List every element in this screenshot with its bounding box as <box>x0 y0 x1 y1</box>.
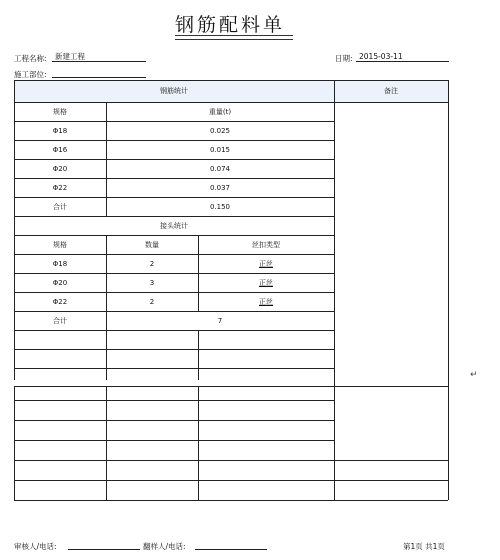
date-label: 日期: <box>335 54 353 63</box>
location-value <box>52 68 146 78</box>
grid-line <box>14 500 448 501</box>
grid-line <box>14 460 448 461</box>
grid-line <box>14 292 334 293</box>
steel-total-value: 0.150 <box>209 202 231 211</box>
steel-row-weight: 0.037 <box>209 183 231 192</box>
document-title: 钢筋配料单 <box>174 14 285 36</box>
joint-total-value: 7 <box>217 316 223 325</box>
grid-line <box>14 140 334 141</box>
joint-row-spec: Φ22 <box>52 297 68 306</box>
steel-total-label: 合计 <box>53 202 67 211</box>
grid-line <box>14 254 334 255</box>
grid-line <box>14 368 334 369</box>
date-value: 2015-03-11 <box>356 52 449 62</box>
grid-line <box>106 102 107 216</box>
project-name-label: 工程名称: <box>14 54 47 63</box>
steel-row-spec: Φ18 <box>52 126 68 135</box>
grid-line <box>14 159 334 160</box>
grid-line <box>14 178 334 179</box>
joint-row-type: 正丝 <box>259 278 273 287</box>
title-underline-bottom <box>175 39 293 40</box>
location-label: 施工部位: <box>14 70 47 79</box>
grid-line <box>14 235 334 236</box>
steel-stats-header: 钢筋统计 <box>160 87 188 95</box>
grid-line <box>14 311 334 312</box>
title-underline-top <box>175 35 293 36</box>
grid-line <box>14 400 334 401</box>
reviewer-label: 审核人/电话: <box>14 542 57 551</box>
joint-col-type: 丝扣类型 <box>252 240 280 249</box>
page-count: 第1页 共1页 <box>403 542 445 551</box>
grid-line <box>14 216 334 217</box>
steel-order-table <box>14 80 448 520</box>
joint-col-spec: 规格 <box>53 240 67 249</box>
joint-row-qty: 2 <box>149 297 155 306</box>
grid-line <box>14 386 15 500</box>
steel-row-weight: 0.015 <box>209 145 231 154</box>
steel-col-weight: 重量(t) <box>208 107 232 116</box>
joint-row-type: 正丝 <box>259 259 273 268</box>
grid-line <box>14 197 334 198</box>
grid-line <box>14 349 334 350</box>
preparer-line <box>195 540 267 550</box>
grid-line <box>14 273 334 274</box>
steel-row-spec: Φ16 <box>52 145 68 154</box>
grid-line <box>14 102 448 103</box>
steel-col-spec: 规格 <box>53 107 67 116</box>
paragraph-mark: ↵ <box>470 370 478 380</box>
grid-line <box>106 386 107 500</box>
steel-row-spec: Φ22 <box>52 183 68 192</box>
grid-line <box>14 80 15 380</box>
steel-row-spec: Φ20 <box>52 164 68 173</box>
joint-row-spec: Φ20 <box>52 278 68 287</box>
grid-line <box>106 235 107 380</box>
steel-row-weight: 0.074 <box>209 164 231 173</box>
grid-line <box>14 121 334 122</box>
grid-line <box>14 480 448 481</box>
remarks-header: 备注 <box>384 87 398 95</box>
grid-line <box>334 80 335 500</box>
grid-line <box>14 330 334 331</box>
preparer-label: 翻样人/电话: <box>143 542 186 551</box>
grid-line <box>14 440 334 441</box>
grid-line <box>198 235 199 311</box>
joint-stats-header: 接头统计 <box>160 221 188 230</box>
grid-line <box>14 80 448 81</box>
joint-total-label: 合计 <box>53 316 67 325</box>
grid-line <box>14 420 334 421</box>
grid-line <box>198 386 199 500</box>
joint-row-qty: 2 <box>149 259 155 268</box>
joint-row-spec: Φ18 <box>52 259 68 268</box>
project-name-value: 新建工程 <box>52 52 146 62</box>
joint-row-qty: 3 <box>149 278 155 287</box>
joint-col-qty: 数量 <box>145 240 159 249</box>
joint-row-type: 正丝 <box>259 297 273 306</box>
grid-line <box>14 386 448 387</box>
steel-row-weight: 0.025 <box>209 126 231 135</box>
reviewer-line <box>68 540 140 550</box>
grid-line <box>448 80 449 500</box>
grid-line <box>198 330 199 380</box>
